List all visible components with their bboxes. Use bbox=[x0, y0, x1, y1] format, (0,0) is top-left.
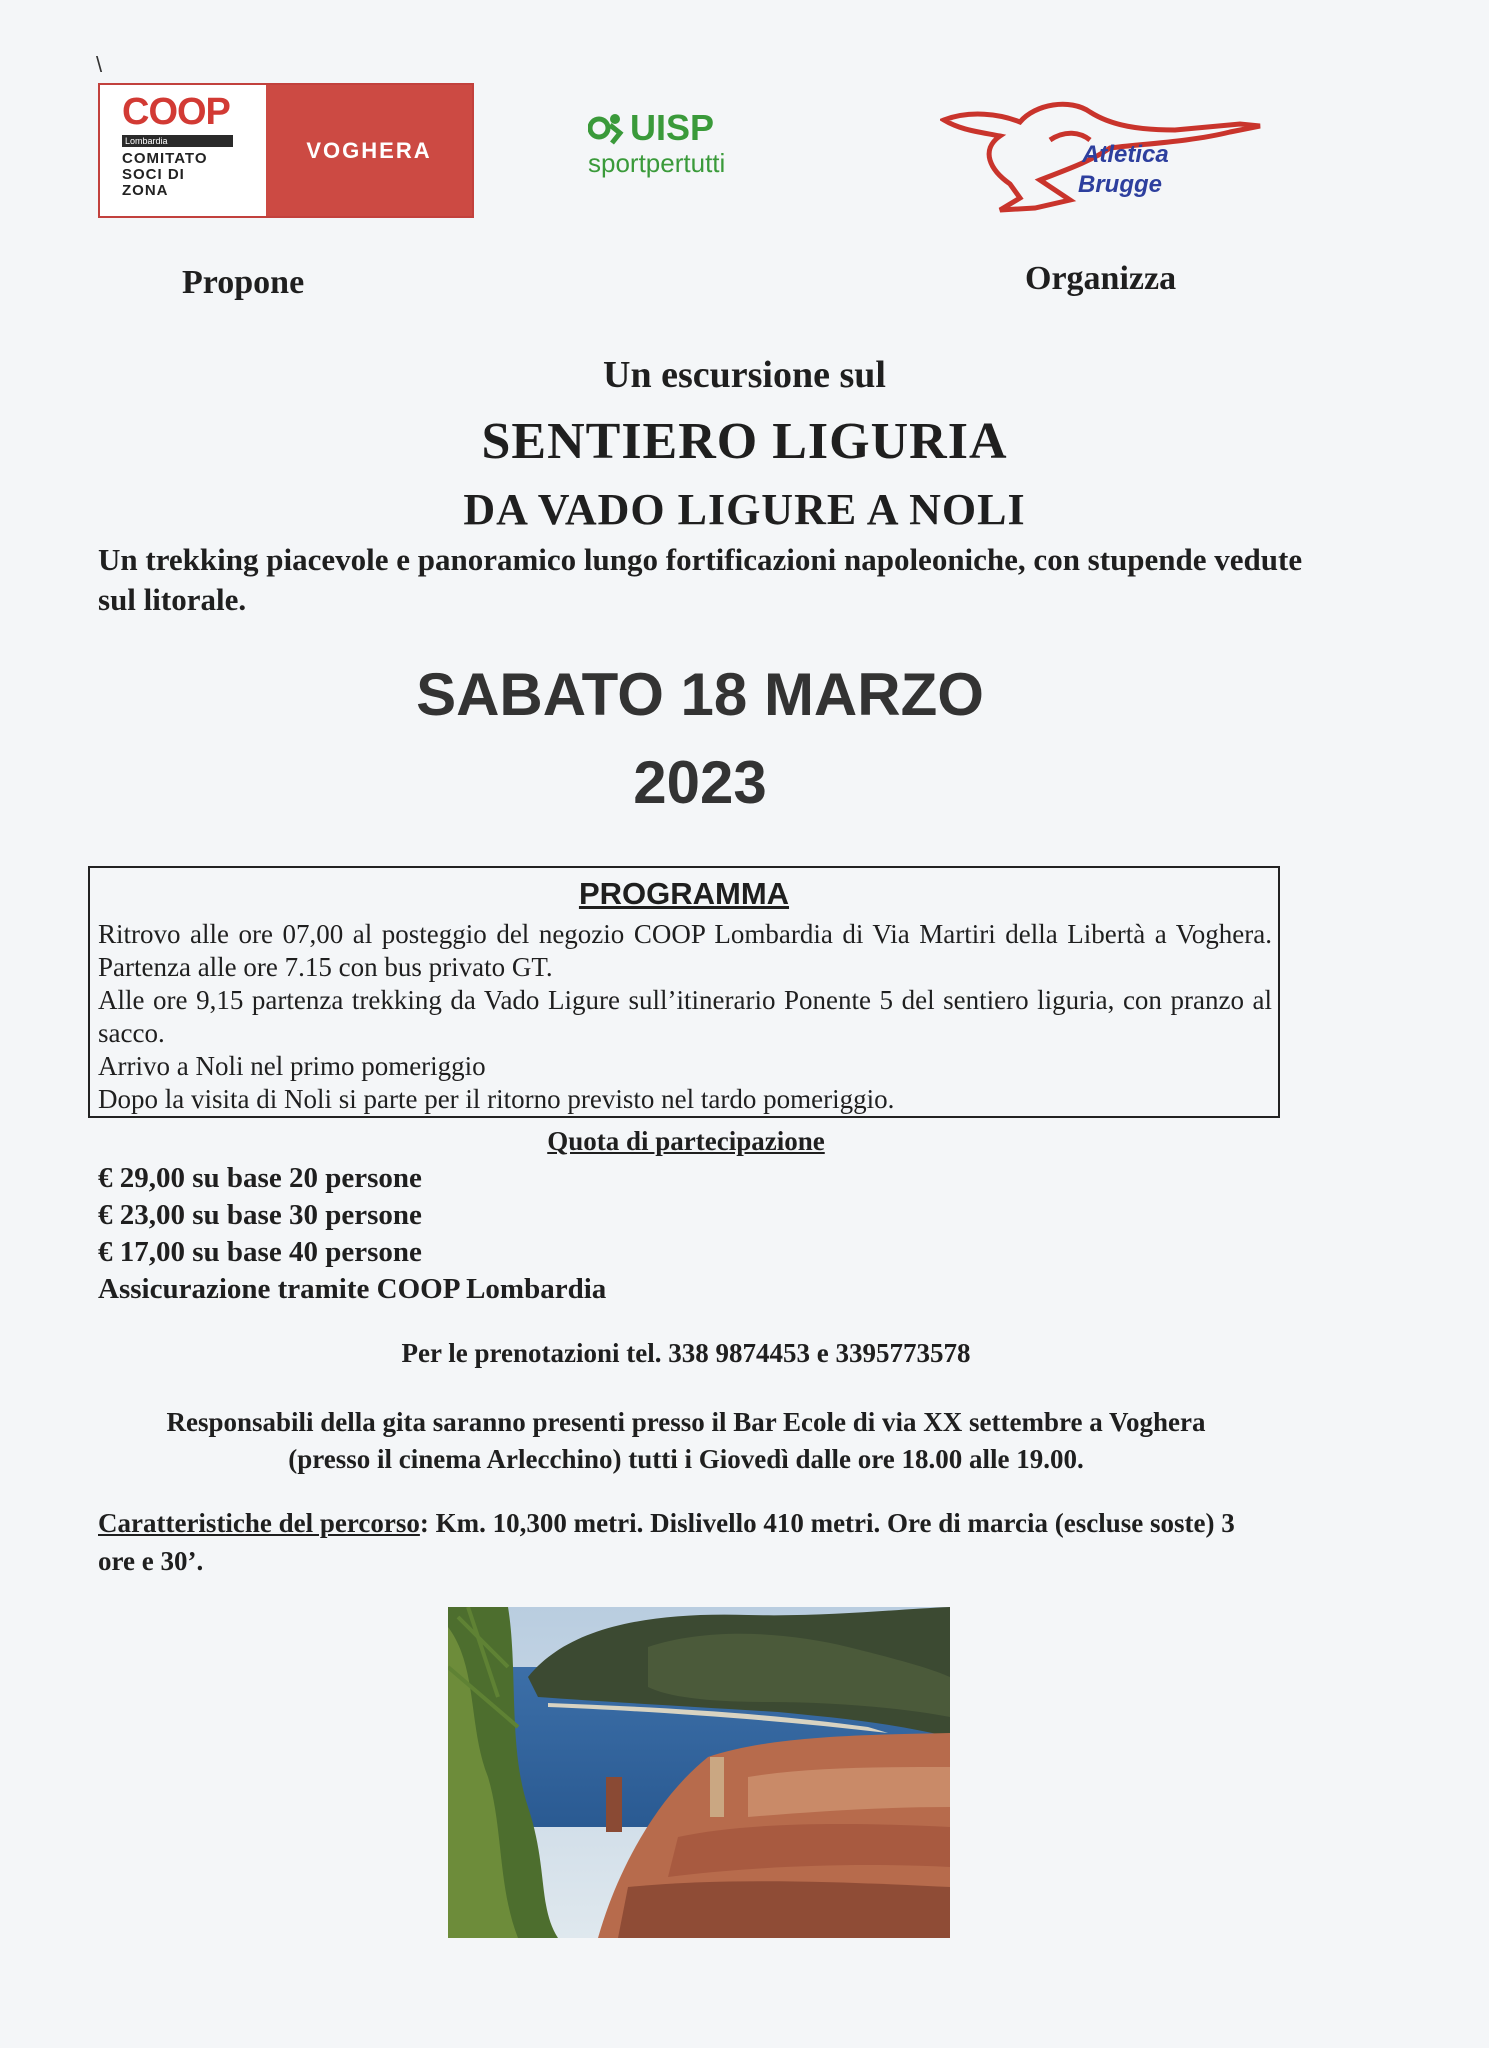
coop-region: Lombardia bbox=[122, 135, 233, 147]
uisp-logo bbox=[588, 108, 778, 198]
insurance-note: Assicurazione tramite COOP Lombardia bbox=[98, 1273, 607, 1305]
programma-line: Dopo la visita di Noli si parte per il ritorno previsto nel tardo pomeriggio. bbox=[98, 1084, 895, 1114]
coop-wordmark: COOP bbox=[122, 91, 230, 133]
noli-coast-photo bbox=[448, 1607, 950, 1938]
coop-city: VOGHERA bbox=[266, 85, 472, 216]
description: Un trekking piacevole e panoramico lungo fortificazioni napoleoniche, con stupende vedute sul litorale. bbox=[98, 542, 1303, 617]
organizers-note bbox=[0, 1404, 1372, 1478]
quota-title: Quota di partecipazione bbox=[547, 1126, 825, 1156]
price-item: € 23,00 su base 30 persone bbox=[98, 1199, 422, 1231]
programma-line: Alle ore 9,15 partenza trekking da Vado Ligure sull’itinerario Ponente 5 del sentiero liguria, con pranzo al sacco. bbox=[98, 985, 1272, 1048]
programma-title: PROGRAMMA bbox=[578, 876, 790, 911]
uisp-title: UISP bbox=[630, 107, 715, 148]
route-features-text: : Km. 10,300 metri. Dislivello 410 metri. Ore di marcia (escluse soste) 3 ore e 30’. bbox=[98, 1508, 1235, 1576]
intro-line: Un escursione sul bbox=[603, 354, 886, 396]
organizza-label: Organizza bbox=[1025, 260, 1177, 297]
uisp-runner-icon bbox=[588, 111, 626, 145]
main-title: SENTIERO LIGURIA bbox=[481, 413, 1008, 470]
event-year: 2023 bbox=[633, 749, 767, 816]
route-subtitle: DA VADO LIGURE A NOLI bbox=[463, 485, 1026, 534]
programma-line: Ritrovo alle ore 07,00 al posteggio del negozio COOP Lombardia di Via Martiri della Libertà a Voghera. Partenza alle ore 7.15 con bus privato GT. bbox=[98, 919, 1272, 982]
coop-line-1: COMITATO bbox=[122, 150, 208, 167]
route-features-label: Caratteristiche del percorso bbox=[98, 1508, 420, 1538]
uisp-subtitle: sportpertutti bbox=[588, 148, 726, 178]
programma-line: Arrivo a Noli nel primo pomeriggio bbox=[98, 1051, 486, 1081]
event-date: SABATO 18 MARZO bbox=[416, 661, 984, 728]
price-item: € 29,00 su base 20 persone bbox=[98, 1162, 422, 1194]
coop-committee bbox=[122, 151, 208, 199]
price-list bbox=[98, 1160, 606, 1308]
coop-line-2: SOCI DI bbox=[122, 166, 185, 183]
atletica-text-2: Brugge bbox=[1078, 171, 1162, 198]
atletica-logo bbox=[940, 100, 1270, 215]
coop-logo-left bbox=[100, 85, 266, 216]
price-item: € 17,00 su base 40 persone bbox=[98, 1236, 422, 1268]
route-features bbox=[98, 1504, 1278, 1580]
atletica-text-1: Atletica bbox=[1082, 141, 1169, 168]
uisp-title-row bbox=[588, 108, 778, 148]
booking-phones: Per le prenotazioni tel. 338 9874453 e 3395773578 bbox=[401, 1338, 971, 1368]
coop-logo bbox=[98, 83, 474, 218]
propone-label: Propone bbox=[182, 264, 305, 301]
organizers-line-1: Responsabili della gita saranno presenti presso il Bar Ecole di via XX settembre a Voghera bbox=[166, 1407, 1206, 1437]
programma-text bbox=[98, 918, 1272, 1116]
coop-line-3: ZONA bbox=[122, 182, 169, 199]
scan-mark: \ bbox=[96, 52, 103, 77]
organizers-line-2: (presso il cinema Arlecchino) tutti i Giovedì dalle ore 18.00 alle 19.00. bbox=[288, 1444, 1084, 1474]
